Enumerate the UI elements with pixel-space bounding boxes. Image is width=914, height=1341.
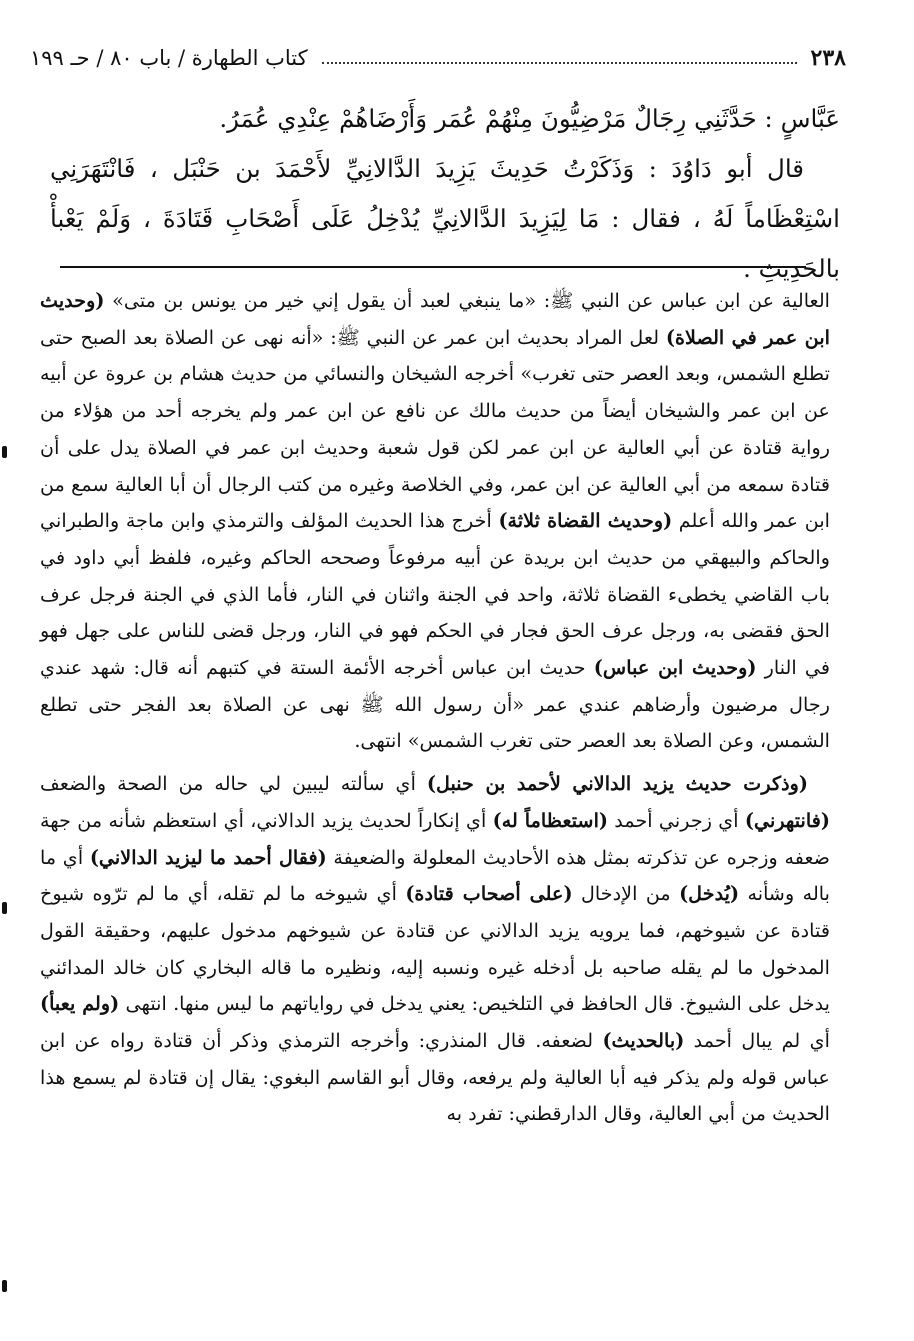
commentary-paragraph-2 xyxy=(40,766,830,1133)
commentary-lemma: (يُدخل) xyxy=(679,882,740,906)
page-number: ٢٣٨ xyxy=(810,45,846,71)
commentary-lemma: (وحديث القضاة ثلاثة) xyxy=(498,509,673,533)
header-dot-leader xyxy=(322,52,797,64)
commentary-lemma: (ولم يعبأ) xyxy=(40,992,120,1016)
commentary-text: العالية عن ابن عباس عن النبي ﷺ: «ما ينبغي لعبد أن يقول إني خير من يونس بن متى» xyxy=(104,289,830,312)
commentary-lemma: (وحديث ابن عباس) xyxy=(593,656,757,680)
commentary-lemma: (فانتهرني) xyxy=(744,808,830,832)
commentary-text: أي ما باله وشأنه xyxy=(40,845,830,906)
commentary-text: أي شيوخه ما لم تقله، أي ما لم ترّوه شيوخ قتادة عن شيوخهم، فما يرويه يزيد الدالاني عن قتادة عن شيوخهم مدخول عليهم، وحقيقة القول المدخول ما لم يقله صاحبه بل أدخله غيره ونسبه إليه، ونظيره ما قاله البخاري كان خالد المدائني يدخل على الشيوخ. قال الحافظ في التلخيص: يعني يدخل في رواياتهم ما ليس منها. انتهى xyxy=(40,882,831,1016)
commentary xyxy=(40,283,830,1133)
commentary-text: أخرج هذا الحديث المؤلف والترمذي وابن ماجة والطبراني والحاكم والبيهقي من حديث ابن بريدة عن أبيه مرفوعاً وصححه الحاكم وغيره، فلفظ أبي داود في باب القاضي يخطىء القضاة ثلاثة، واحد في الجنة واثنان في النار، فأما الذي في الجنة فرجل عرف الحق فقضى به، ورجل عرف الحق فجار في الحكم فهو في النار، ورجل قضى للناس على جهل فهو في النار xyxy=(40,509,830,680)
commentary-lemma: (فقال أحمد ما ليزيد الدالاني) xyxy=(89,845,327,869)
commentary-lemma: (استعظاماً له) xyxy=(492,808,608,832)
commentary-text: أي سألته ليبين لي حاله من الصحة والضعف xyxy=(40,772,427,796)
page-header xyxy=(30,38,846,78)
commentary-text: أي لم يبال أحمد xyxy=(684,1029,830,1053)
commentary-lemma: (بالحديث) xyxy=(602,1029,685,1053)
margin-mark xyxy=(2,902,7,914)
commentary-text: من الإدخال xyxy=(572,882,680,906)
commentary-lemma: (وذكرت حديث يزيد الدالاني لأحمد بن حنبل) xyxy=(426,772,808,796)
margin-mark xyxy=(2,1280,7,1292)
commentary-text: لعل المراد بحديث ابن عمر عن النبي ﷺ: «أنه نهى عن الصلاة بعد الصبح حتى تطلع الشمس، وبعد العصر حتى تغرب» أخرجه الشيخان والنسائي من حديث هشام بن عروة عن أبيه عن ابن عمر والشيخان أيضاً من حديث مالك عن نافع عن ابن عمر ولم يخرجه أحد من هؤلاء من رواية قتادة عن أبي العالية عن ابن عمر لكن قول شعبة وحديث ابن عمر في الصلاة يدل على أن قتادة سمعه من أبي العالية عن ابن عمر، وفي الخلاصة وغيره من كتب الرجال أن أبا العالية سمع من ابن عمر والله أعلم xyxy=(40,325,830,533)
commentary-lemma: (على أصحاب قتادة) xyxy=(405,882,573,906)
commentary-text: أي إنكاراً لحديث يزيد الدالاني، أي استعظم شأنه من جهة ضعفه وزجره عن تذكرته بمثل هذه الأحاديث المعلولة والضعيفة xyxy=(40,808,830,869)
main-text-line: عَبَّاسٍ : حَدَّثَنِي رِجَالٌ مَرْضِيُّونَ مِنْهُمْ عُمَر وَأَرْضَاهُمْ عِنْدِي عُمَرُ. xyxy=(219,104,840,133)
main-text-paragraph: قال أبو دَاوُدَ : وَذَكَرْتُ حَدِيثَ يَزِيدَ الدَّالانِيِّ لأَحْمَدَ بن حَنْبَل ، فَانْتَهَرَنِي اسْتِعْظَاماً لَهُ ، فقال : مَا لِيَزِيدَ الدَّالانِيِّ يُدْخِلُ عَلَى أَصْحَابِ قَتَادَةَ ، وَلَمْ يَعْبأْ بالحَدِيثِ . xyxy=(50,154,840,283)
commentary-text: لضعفه. قال المنذري: وأخرجه الترمذي وذكر أن قتادة رواه عن ابن عباس قوله ولم يذكر فيه أبا العالية ولم يرفعه، وقال أبو القاسم البغوي: يقال إن قتادة لم يسمع هذا الحديث من أبي العالية، وقال الدارقطني: تفرد به xyxy=(40,1029,830,1126)
commentary-paragraph-1 xyxy=(40,283,830,760)
main-text xyxy=(50,94,840,294)
commentary-text: أي زجرني أحمد xyxy=(607,808,745,832)
running-title: كتاب الطهارة / باب ٨٠ / حـ ١٩٩ xyxy=(30,46,308,70)
footnote-separator xyxy=(60,266,806,268)
margin-mark xyxy=(2,446,7,458)
commentary-lemma: (وحديث ابن عمر في الصلاة) xyxy=(40,289,830,349)
commentary-text: حديث ابن عباس أخرجه الأئمة الستة في كتبهم أنه قال: شهد عندي رجال مرضيون وأرضاهم عندي عمر «أن رسول الله ﷺ نهى عن الصلاة بعد الفجر حتى تطلع الشمس، وعن الصلاة بعد العصر حتى تغرب الشمس» انتهى. xyxy=(40,656,830,753)
